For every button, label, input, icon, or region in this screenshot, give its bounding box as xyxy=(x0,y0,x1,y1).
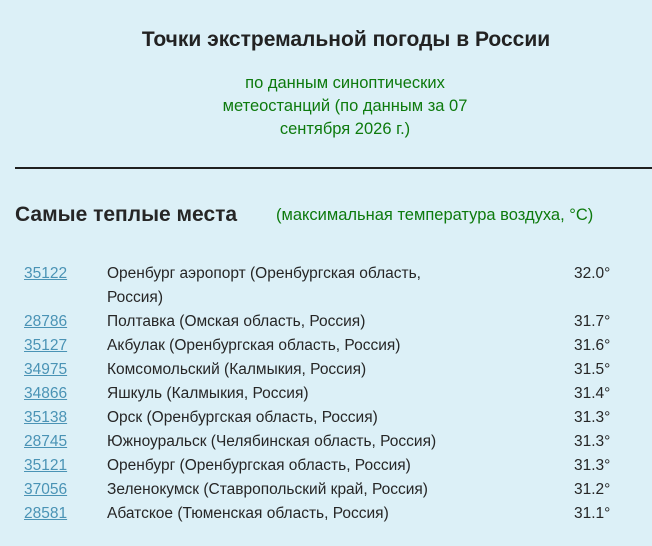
section-title: Самые теплые места xyxy=(15,203,238,226)
station-row xyxy=(0,502,652,526)
station-id-link[interactable]: 37056 xyxy=(24,481,68,498)
station-id-link[interactable]: 34975 xyxy=(24,361,68,378)
station-row xyxy=(0,430,652,454)
station-row xyxy=(0,454,652,478)
station-temp: 31.7° xyxy=(574,313,611,330)
station-id-link[interactable]: 28745 xyxy=(24,433,68,450)
station-place: Комсомольский (Калмыкия, Россия) xyxy=(107,361,367,378)
station-id-link[interactable]: 35127 xyxy=(24,337,68,354)
station-id-link[interactable]: 35122 xyxy=(24,265,68,282)
station-row xyxy=(0,358,652,382)
station-row xyxy=(0,382,652,406)
station-place: Оренбург (Оренбургская область, Россия) xyxy=(107,457,411,474)
station-temp: 31.3° xyxy=(574,409,611,426)
stations-list xyxy=(0,262,652,526)
station-place: Оренбург аэропорт (Оренбургская область, Россия) xyxy=(107,265,421,306)
station-temp: 31.6° xyxy=(574,337,611,354)
station-id-link[interactable]: 35121 xyxy=(24,457,68,474)
station-row xyxy=(0,262,652,310)
station-id-link[interactable]: 28581 xyxy=(24,505,68,522)
station-place: Орск (Оренбургская область, Россия) xyxy=(107,409,378,426)
station-place: Абатское (Тюменская область, Россия) xyxy=(107,505,389,522)
station-row xyxy=(0,478,652,502)
station-place: Южноуральск (Челябинская область, Россия) xyxy=(107,433,437,450)
page-subtitle: по данным синоптических метеостанций (по данным за 07 сентября 2026 г.) xyxy=(222,74,468,138)
station-temp: 31.1° xyxy=(574,505,611,522)
station-temp: 31.4° xyxy=(574,385,611,402)
station-row xyxy=(0,334,652,358)
station-temp: 31.3° xyxy=(574,433,611,450)
station-temp: 31.3° xyxy=(574,457,611,474)
station-temp: 31.2° xyxy=(574,481,611,498)
divider xyxy=(15,167,652,169)
station-id-link[interactable]: 35138 xyxy=(24,409,68,426)
station-place: Зеленокумск (Ставропольский край, Россия) xyxy=(107,481,428,498)
station-row xyxy=(0,310,652,334)
station-place: Полтавка (Омская область, Россия) xyxy=(107,313,366,330)
page-title: Точки экстремальной погоды в России xyxy=(141,28,551,51)
station-temp: 31.5° xyxy=(574,361,611,378)
section-note: (максимальная температура воздуха, °C) xyxy=(276,206,594,224)
station-id-link[interactable]: 28786 xyxy=(24,313,68,330)
station-place: Акбулак (Оренбургская область, Россия) xyxy=(107,337,401,354)
station-place: Яшкуль (Калмыкия, Россия) xyxy=(107,385,309,402)
station-temp: 32.0° xyxy=(574,265,611,282)
station-row xyxy=(0,406,652,430)
station-id-link[interactable]: 34866 xyxy=(24,385,68,402)
